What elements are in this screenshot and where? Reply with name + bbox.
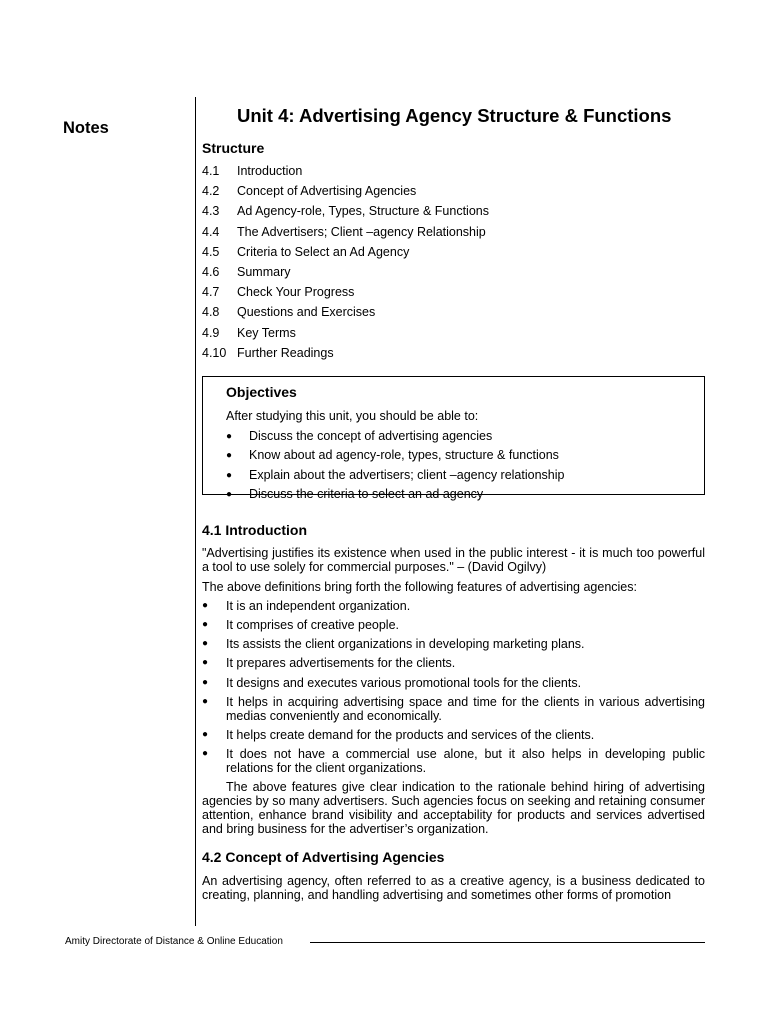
bullet-icon: ● xyxy=(202,729,209,740)
structure-item xyxy=(202,323,705,343)
feature-text: It does not have a commercial use alone, but it also helps in developing public relations for the client organizations. xyxy=(226,747,705,776)
structure-item-label: Introduction xyxy=(237,164,303,178)
structure-item-number: 4.9 xyxy=(202,325,220,340)
feature-text: It designs and executes various promotional tools for the clients. xyxy=(226,675,582,690)
objectives-heading: Objectives xyxy=(226,383,297,400)
feature-item xyxy=(202,747,705,775)
structure-item-number: 4.1 xyxy=(202,164,220,178)
objective-item xyxy=(226,466,704,485)
bullet-icon: ● xyxy=(226,450,233,462)
feature-text: It comprises of creative people. xyxy=(226,618,399,633)
objective-text: Know about ad agency-role, types, structure & functions xyxy=(249,448,559,463)
section-heading-introduction: 4.1 Introduction xyxy=(202,521,307,538)
structure-item xyxy=(202,262,705,282)
section-heading-concept: 4.2 Concept of Advertising Agencies xyxy=(202,849,445,866)
objective-item xyxy=(226,446,704,465)
objective-text: Discuss the concept of advertising agencies xyxy=(249,428,493,443)
feature-text: It helps create demand for the products and services of the clients. xyxy=(226,728,595,742)
objective-text: Explain about the advertisers; client –agency relationship xyxy=(249,467,565,482)
structure-item-label: Criteria to Select an Ad Agency xyxy=(237,244,410,259)
feature-item xyxy=(202,637,705,651)
bullet-icon: ● xyxy=(202,599,209,611)
structure-item-number: 4.8 xyxy=(202,305,220,320)
definitions-paragraph: The above definitions bring forth the following features of advertising agencies: xyxy=(202,579,637,594)
objectives-intro: After studying this unit, you should be able to: xyxy=(226,408,479,423)
concept-paragraph: An advertising agency, often referred to as a creative agency, is a business dedicated to creating, planning, and handling advertising and sometimes other forms of promotion xyxy=(202,874,705,903)
structure-item xyxy=(202,201,705,221)
objectives-box xyxy=(202,376,705,502)
unit-title: Unit 4: Advertising Agency Structure & Functions xyxy=(237,105,672,126)
structure-item-label: Questions and Exercises xyxy=(237,305,376,320)
feature-item xyxy=(202,695,705,723)
structure-item xyxy=(202,302,705,322)
structure-item-number: 4.10 xyxy=(202,345,227,360)
structure-item xyxy=(202,222,705,242)
structure-heading: Structure xyxy=(202,140,265,156)
feature-text: It prepares advertisements for the clients. xyxy=(226,656,456,671)
bullet-icon: ● xyxy=(202,657,209,669)
structure-item-label: Ad Agency-role, Types, Structure & Functions xyxy=(237,204,489,219)
structure-item-number: 4.2 xyxy=(202,184,220,199)
structure-item-label: The Advertisers; Client –agency Relationship xyxy=(237,224,486,239)
bullet-icon: ● xyxy=(202,638,209,650)
objective-text: Discuss the criteria to select an ad agency xyxy=(249,487,484,502)
structure-item xyxy=(202,242,705,262)
bullet-icon: ● xyxy=(226,430,233,442)
structure-item xyxy=(202,161,705,181)
feature-item xyxy=(202,728,705,742)
footer-text: Amity Directorate of Distance & Online Education xyxy=(65,936,283,947)
margin-notes-label: Notes xyxy=(63,119,109,137)
structure-item-number: 4.7 xyxy=(202,285,220,300)
feature-item xyxy=(202,599,705,613)
structure-item-label: Summary xyxy=(237,264,291,279)
feature-item xyxy=(202,676,705,690)
bullet-icon: ● xyxy=(202,695,209,707)
structure-item-label: Concept of Advertising Agencies xyxy=(237,184,417,199)
structure-item-number: 4.5 xyxy=(202,244,220,259)
structure-item-number: 4.4 xyxy=(202,224,220,239)
margin-divider xyxy=(195,97,196,926)
feature-text: It is an independent organization. xyxy=(226,598,411,613)
objective-item xyxy=(226,427,704,446)
structure-item-label: Check Your Progress xyxy=(237,285,355,300)
structure-item xyxy=(202,343,705,363)
feature-item xyxy=(202,618,705,632)
objective-item xyxy=(226,485,704,504)
structure-list xyxy=(202,161,705,363)
feature-text: Its assists the client organizations in developing marketing plans. xyxy=(226,637,585,652)
structure-item-label: Key Terms xyxy=(237,325,296,340)
features-list xyxy=(202,599,705,775)
bullet-icon: ● xyxy=(202,748,209,760)
footer-rule xyxy=(310,942,705,943)
objectives-list xyxy=(226,427,704,505)
ogilvy-quote: "Advertising justifies its existence when used in the public interest - it is much too powerful a tool to use solely for commercial purposes." – (David Ogilvy) xyxy=(202,545,705,574)
structure-item xyxy=(202,181,705,201)
features-closing-paragraph: The above features give clear indication to the rationale behind hiring of advertising agencies by so many advertisers. Such agencies focus on seeking and retaining consumer attention, enhance brand visibility and acceptability for products and services advertised and bring business for the advertiser’s organization. xyxy=(202,780,705,837)
page-content xyxy=(202,104,705,902)
feature-text: It helps in acquiring advertising space and time for the clients in various advertising medias conveniently and economically. xyxy=(226,694,705,723)
structure-item-number: 4.3 xyxy=(202,204,220,219)
structure-item xyxy=(202,282,705,302)
bullet-icon: ● xyxy=(202,619,209,631)
bullet-icon: ● xyxy=(202,676,209,688)
structure-item-number: 4.6 xyxy=(202,264,220,279)
bullet-icon: ● xyxy=(226,469,233,481)
structure-item-label: Further Readings xyxy=(237,345,334,360)
feature-item xyxy=(202,656,705,670)
bullet-icon: ● xyxy=(226,489,233,501)
